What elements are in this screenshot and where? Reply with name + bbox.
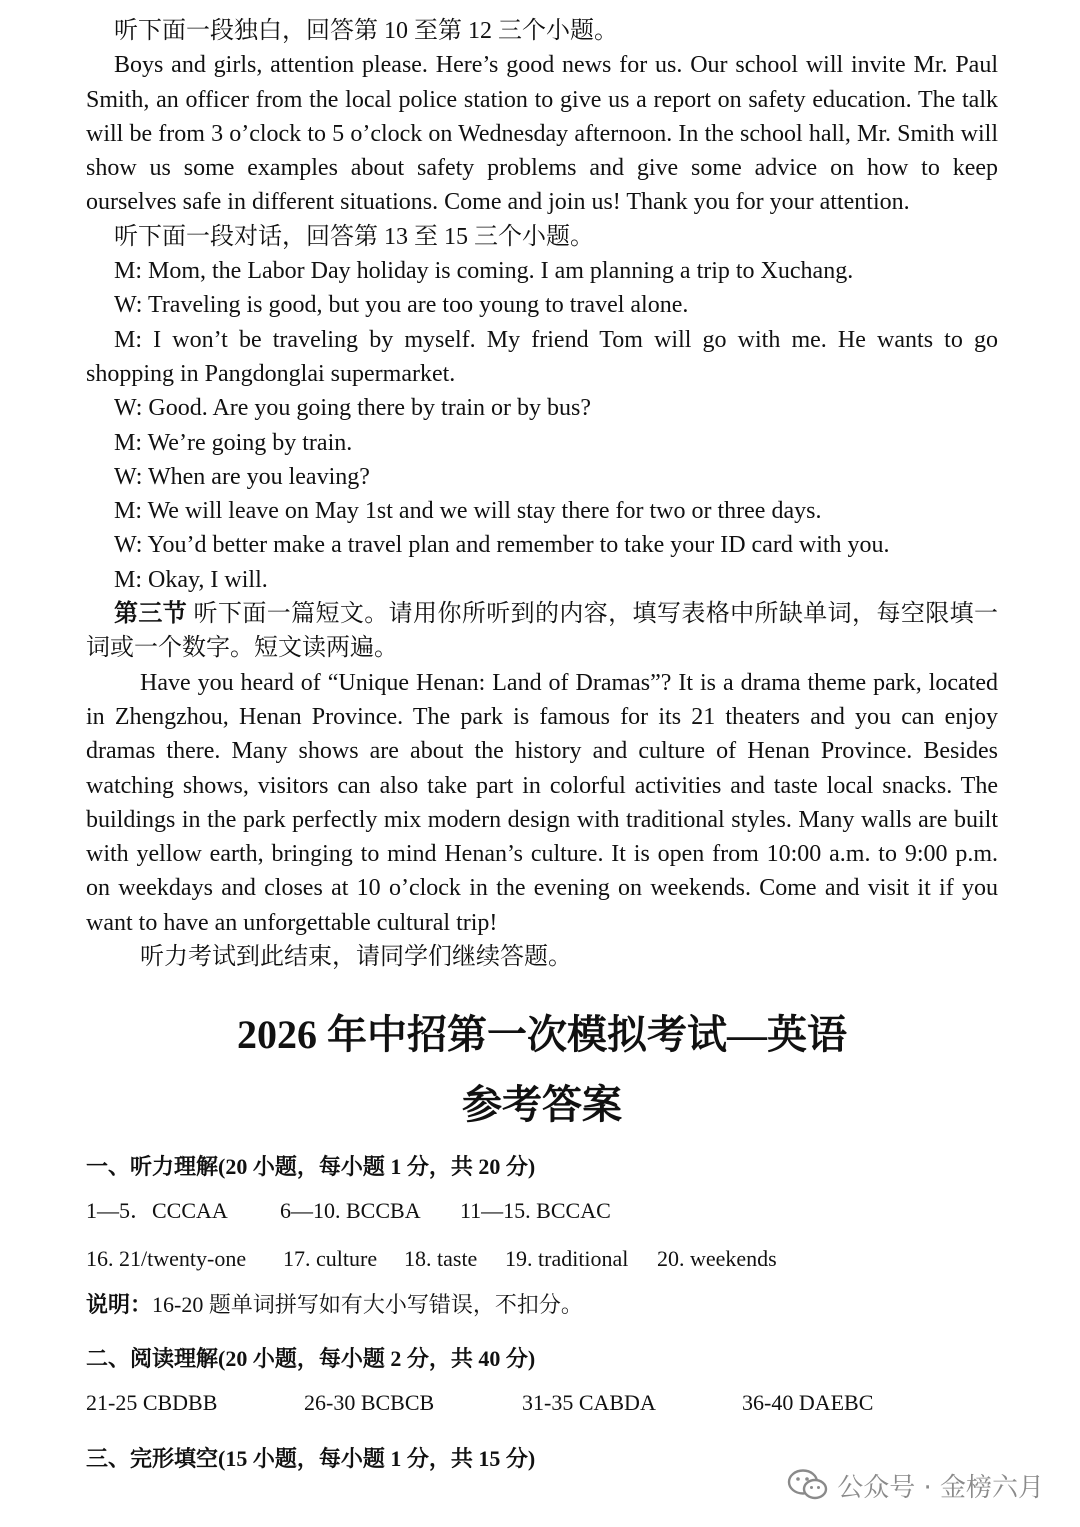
part1-heading: 一、听力理解(20 小题，每小题 1 分，共 20 分)	[86, 1154, 536, 1180]
dialogue-line: W: When are you leaving?	[114, 463, 370, 490]
part1-answers-line1	[86, 1196, 998, 1226]
note-text: 16-20 题单词拼写如有大小写错误，不扣分。	[152, 1292, 583, 1318]
watermark	[787, 1464, 1044, 1506]
scoring-note	[86, 1290, 998, 1320]
part2-heading: 二、阅读理解(20 小题，每小题 2 分，共 40 分)	[86, 1346, 536, 1372]
intro-10-12: 听下面一段独白，回答第 10 至第 12 三个小题。	[114, 18, 618, 44]
answer-group: 21-25 CBDBB	[86, 1390, 218, 1416]
answer-group: 36-40 DAEBC	[742, 1390, 874, 1416]
document-page	[86, 14, 998, 1474]
passage-paragraph: Have you heard of “Unique Henan: Land of Dramas”? It is a drama theme park, located in Zhengzhou, Henan Province. The park is famous for its 21 theaters and you can enjoy dramas there. Many shows are about the history and culture of Henan Province. Besides watching shows, visitors can also take part in colorful activities and taste local snacks. The buildings in the park perfectly mix modern design with traditional styles. Many walls are built with yellow earth, bringing to mind Henan’s culture. It is open from 10:00 a.m. to 9:00 p.m. on weekdays and closes at 10 o’clock in the evening on weekends. Come and visit it if you want to have an unforgettable cultural trip!	[86, 669, 998, 936]
dialogue-line: W: Good. Are you going there by train or by bus?	[114, 395, 592, 422]
answer-group: 26-30 BCBCB	[304, 1390, 435, 1416]
dialogue-line: M: We will leave on May 1st and we will stay there for two or three days.	[114, 498, 822, 525]
answer-item: 19. traditional	[505, 1246, 629, 1272]
answer-group: 11—15. BCCAC	[460, 1198, 611, 1224]
dialogue-line: M: Mom, the Labor Day holiday is coming. I am planning a trip to Xuchang.	[114, 258, 854, 285]
answer-item: 16. 21/twenty-one	[86, 1246, 247, 1272]
dialogue-line: W: Traveling is good, but you are too young to travel alone.	[114, 292, 689, 319]
section3-instruction-text: 听下面一篇短文。请用你所听到的内容，填写表格中所缺单词，每空限填一词或一个数字。短文读两遍。	[86, 601, 999, 662]
answer-item: 17. culture	[283, 1246, 378, 1272]
monologue-paragraph: Boys and girls, attention please. Here’s good news for us. Our school will invite Mr. Paul Smith, an officer from the local police station to give us a report on safety education. The talk will be from 3 o’clock to 5 o’clock on Wednesday afternoon. In the school hall, Mr. Smith will show us some examples about safety problems and give some advice on how to keep ourselves safe in different situations. Come and join us! Thank you for your attention.	[86, 52, 998, 216]
dialogue-line: M: I won’t be traveling by myself. My friend Tom will go with me. He wants to go shopping in Pangdonglai supermarket.	[86, 326, 998, 387]
dialogue-line: M: We’re going by train.	[114, 429, 353, 456]
part1-answers-line2	[86, 1244, 998, 1274]
answer-group: 1—5．CCCAA	[86, 1198, 228, 1224]
answer-key-title: 2026 年中招第一次模拟考试—英语	[237, 1012, 847, 1058]
answer-item: 20. weekends	[657, 1246, 777, 1272]
part2-answers	[86, 1388, 998, 1418]
end-note: 听力考试到此结束，请同学们继续答题。	[140, 944, 572, 971]
section3-instruction	[86, 597, 998, 666]
answer-group: 31-35 CABDA	[522, 1390, 656, 1416]
dialogue-line: W: You’d better make a travel plan and remember to take your ID card with you.	[114, 532, 890, 559]
answer-key-subtitle: 参考答案	[462, 1082, 622, 1128]
intro-13-15: 听下面一段对话，回答第 13 至 15 三个小题。	[114, 223, 594, 250]
dialogue-line: M: Okay, I will.	[114, 566, 268, 593]
wechat-icon	[787, 1468, 829, 1502]
answer-group: 6—10. BCCBA	[280, 1198, 421, 1224]
answer-item: 18. taste	[404, 1246, 478, 1272]
note-label: 说明：	[86, 1292, 153, 1318]
watermark-text: 公众号 · 金榜六月	[837, 1472, 1044, 1503]
part3-heading: 三、完形填空(15 小题，每小题 1 分，共 15 分)	[86, 1446, 536, 1472]
section3-label: 第三节	[114, 601, 188, 628]
